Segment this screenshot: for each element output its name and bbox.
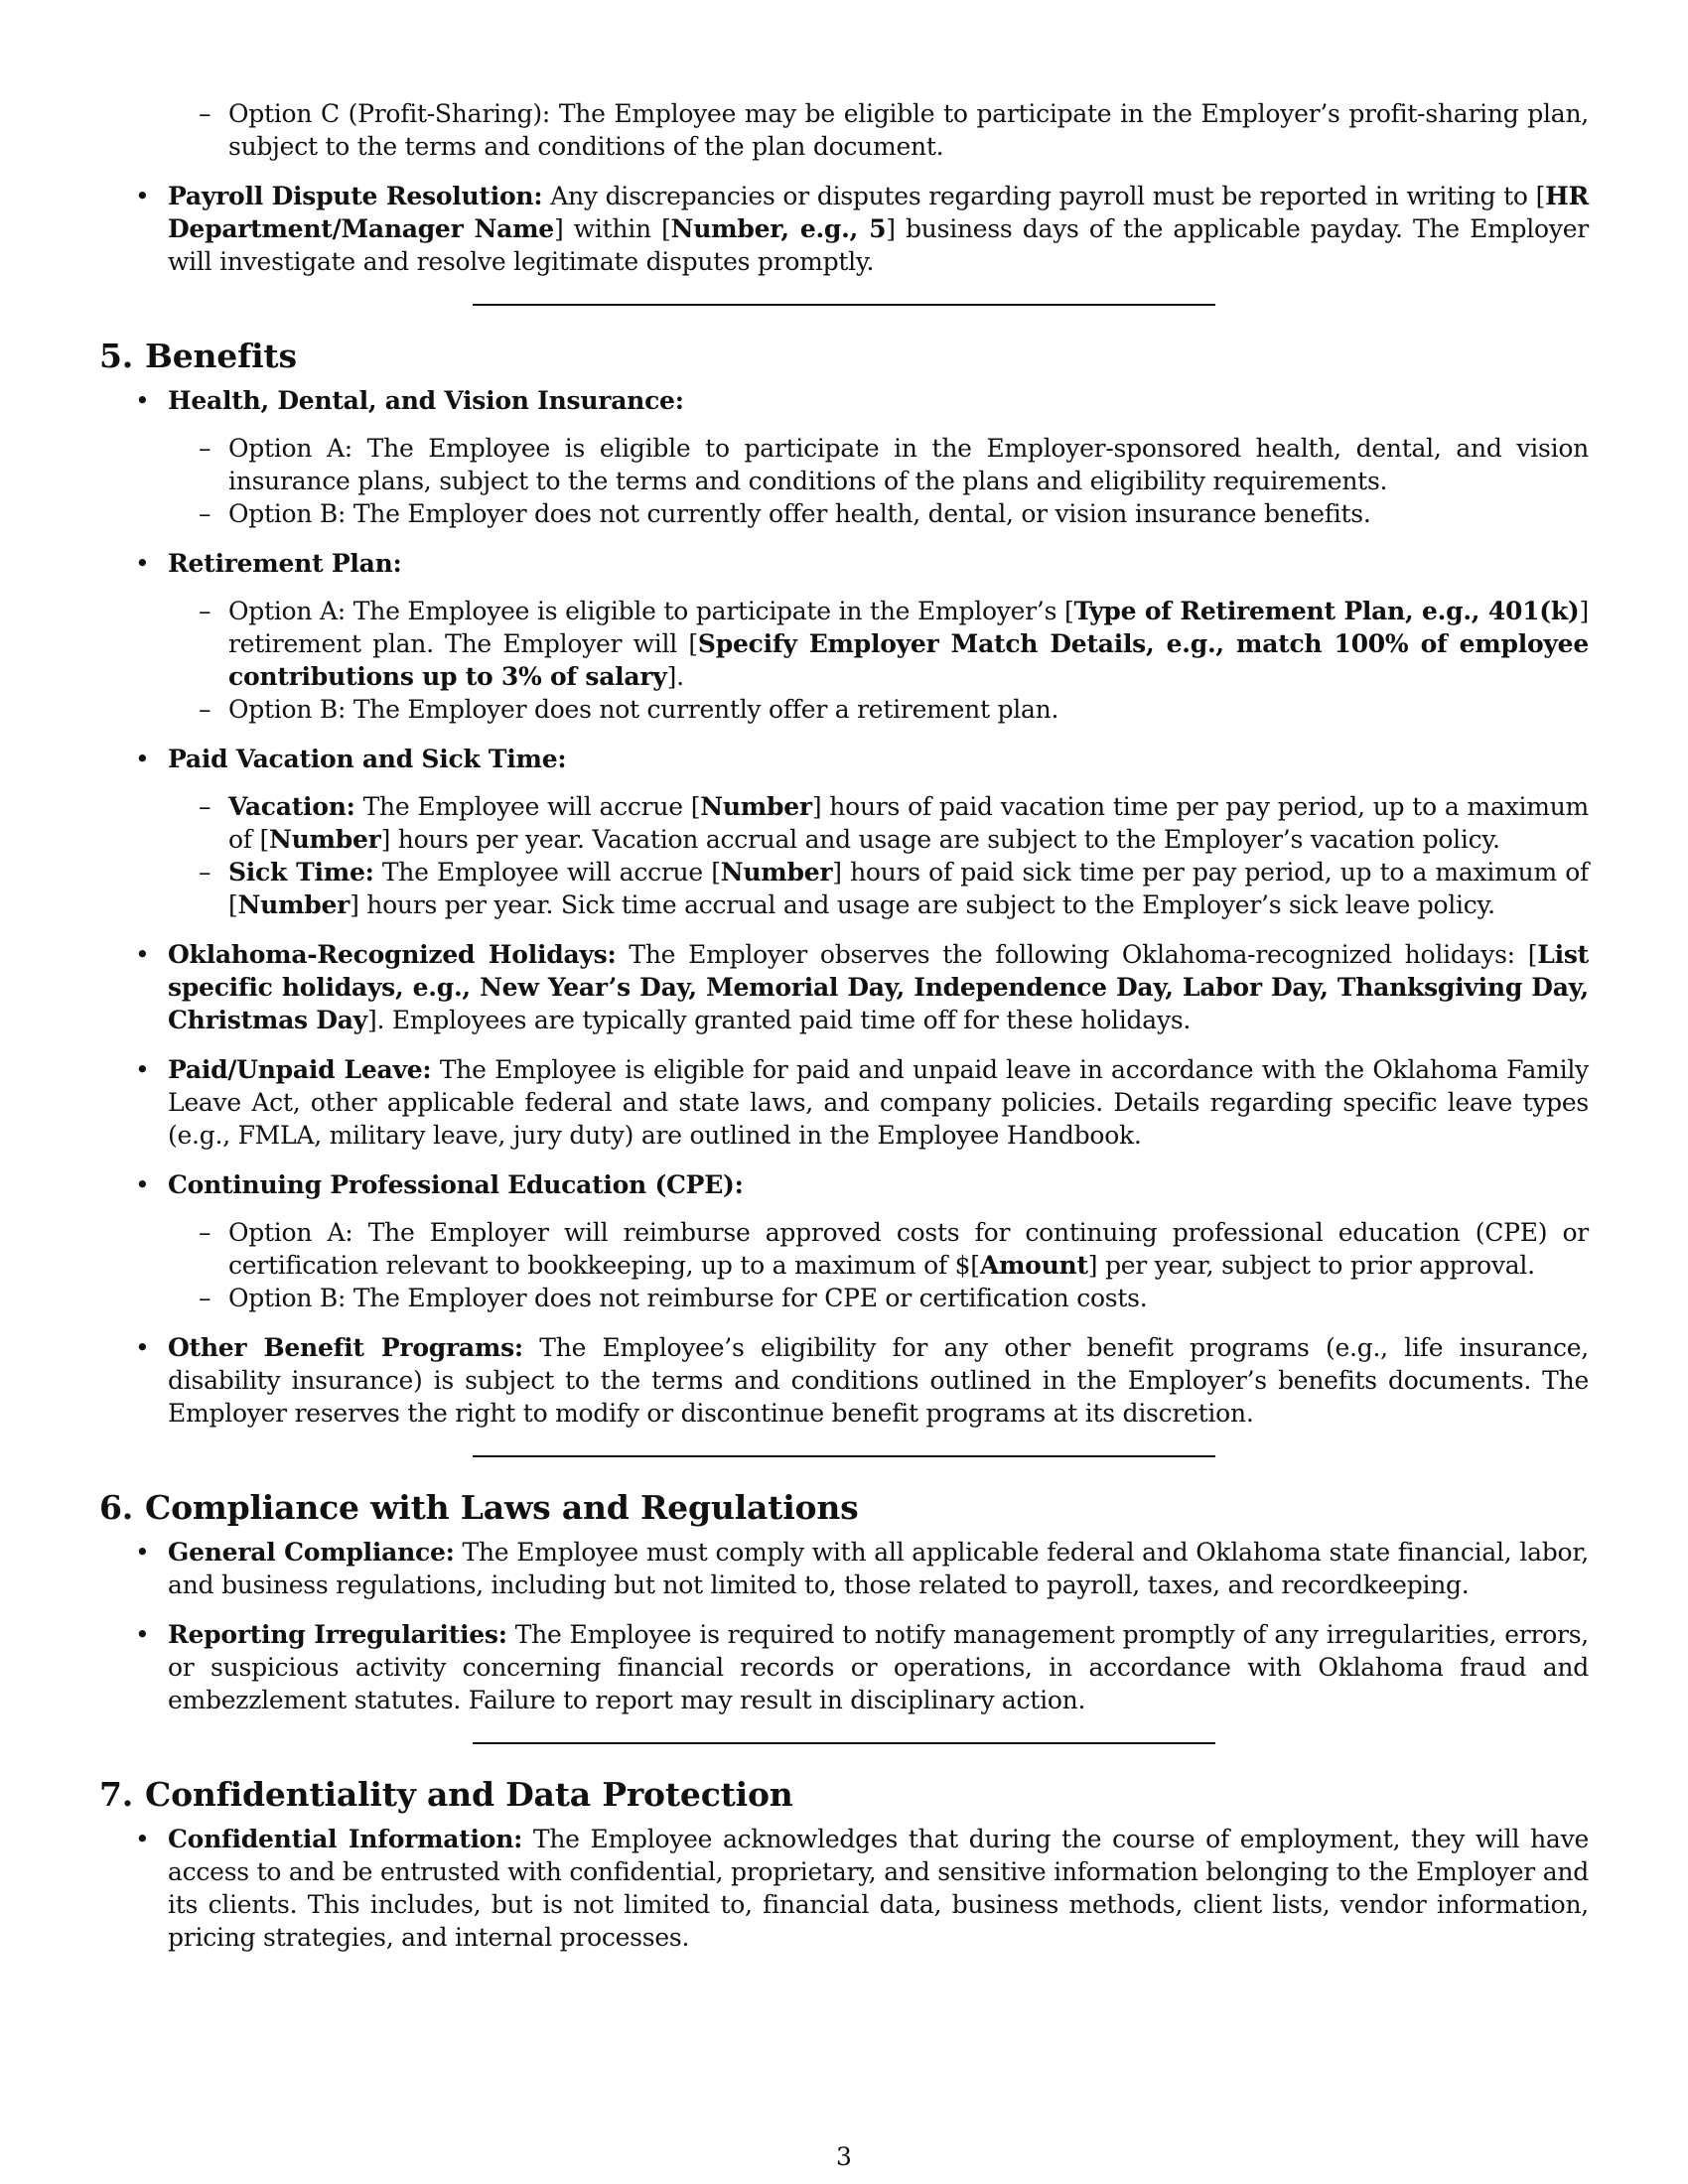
health-option-b: – Option B: The Employer does not currently offer health, dental, or vision insurance benefits.: [99, 497, 1589, 530]
paid-unpaid-leave-item: [99, 1053, 1589, 1152]
health-option-a: – Option A: The Employee is eligible to participate in the Employer-sponsored health, dental, and vision insurance plans, subject to the terms and conditions of the plans and eligibility requirements.: [99, 432, 1589, 497]
item-label: Health, Dental, and Vision Insurance:: [168, 386, 684, 415]
item-text: ]. Employees are typically granted paid time off for these holidays.: [366, 1006, 1192, 1034]
section-heading-confidentiality: [99, 1774, 1589, 1816]
section-heading-benefits: [99, 336, 1589, 377]
item-text: ].: [666, 662, 684, 691]
placeholder-text: Number: [720, 858, 833, 887]
section-heading-compliance: [99, 1487, 1589, 1529]
cpe-option-b: – Option B: The Employer does not reimburse for CPE or certification costs.: [99, 1282, 1589, 1314]
placeholder-text: Specify Employer Match Details, e.g., match 100% of employee contributions up to 3% of salary: [228, 629, 1589, 691]
section-title: Confidentiality and Data Protection: [145, 1775, 793, 1814]
item-text: ] within [: [553, 214, 671, 243]
item-text: ] per year, subject to prior approval.: [1087, 1251, 1535, 1280]
reporting-irregularities-item: [99, 1618, 1589, 1716]
item-label: Paid/Unpaid Leave:: [168, 1055, 432, 1084]
document-page: [99, 97, 1589, 1954]
placeholder-text: List specific holidays, e.g., New Year’s Day, Memorial Day, Independence Day, Labor Day, Thanksgiving Day, Christmas Day: [168, 940, 1589, 1034]
option-c-profit-sharing: – Option C (Profit-Sharing): The Employee may be eligible to participate in the Employer’s profit-sharing plan, subject to the terms and conditions of the plan document.: [99, 97, 1589, 163]
vacation-sick-item: [99, 743, 1589, 775]
section-title: Benefits: [145, 337, 297, 375]
placeholder-text: HR Department/Manager Name: [168, 182, 1589, 243]
section-number: 7.: [99, 1775, 134, 1814]
item-text: ] hours per year. Vacation accrual and usage are subject to the Employer’s vacation policy.: [380, 825, 1500, 854]
general-compliance-item: [99, 1536, 1589, 1601]
item-text: The Employee is required to notify management promptly of any irregularities, errors, or suspicious activity concerning financial records or operations, in accordance with Oklahoma fraud and embezzlement statutes. Failure to report may result in disciplinary action.: [168, 1620, 1589, 1714]
item-text: ] retirement plan. The Employer will [: [228, 597, 1590, 658]
retirement-option-a: [99, 595, 1589, 693]
placeholder-text: Amount: [979, 1251, 1088, 1280]
holidays-item: [99, 938, 1589, 1036]
item-text: ] business days of the applicable payday. The Employer will investigate and resolve legitimate disputes promptly.: [168, 214, 1589, 276]
item-text: ] hours of paid vacation time per pay period, up to a maximum of [: [228, 792, 1589, 854]
item-text: ] hours of paid sick time per pay period, up to a maximum of [: [228, 858, 1589, 919]
item-text: The Employer observes the following Oklahoma-recognized holidays: [: [616, 940, 1538, 969]
other-benefits-item: [99, 1331, 1589, 1430]
placeholder-text: Number: [269, 825, 381, 854]
placeholder-text: Number: [237, 890, 351, 919]
item-label: Reporting Irregularities:: [168, 1620, 507, 1649]
sick-time-subitem: [99, 856, 1589, 921]
cpe-item: [99, 1168, 1589, 1201]
placeholder-text: Number, e.g., 5: [670, 214, 887, 243]
placeholder-text: Number: [700, 792, 812, 821]
payroll-dispute-item: [99, 180, 1589, 278]
placeholder-text: Type of Retirement Plan, e.g., 401(k): [1073, 597, 1580, 625]
section-number: 6.: [99, 1488, 134, 1527]
vacation-subitem: [99, 790, 1589, 856]
item-text: Option A: The Employer will reimburse approved costs for continuing professional education (CPE) or certification relevant to bookkeeping, up to a maximum of $[: [228, 1218, 1589, 1280]
subitem-label: Vacation:: [228, 792, 355, 821]
item-text: ] hours per year. Sick time accrual and usage are subject to the Employer’s sick leave policy.: [350, 890, 1495, 919]
item-label: Retirement Plan:: [168, 549, 402, 578]
cpe-option-a: [99, 1216, 1589, 1282]
health-insurance-item: [99, 384, 1589, 417]
page-number: 3: [836, 2142, 852, 2171]
retirement-option-b: – Option B: The Employer does not currently offer a retirement plan.: [99, 693, 1589, 726]
retirement-plan-item: [99, 547, 1589, 580]
item-text: Any discrepancies or disputes regarding payroll must be reported in writing to [: [542, 182, 1546, 210]
item-label: Confidential Information:: [168, 1825, 523, 1853]
confidential-information-item: [99, 1823, 1589, 1954]
item-label: Paid Vacation and Sick Time:: [168, 745, 567, 773]
item-label: General Compliance:: [168, 1538, 455, 1567]
item-label: Other Benefit Programs:: [168, 1333, 523, 1362]
item-text: The Employee’s eligibility for any other benefit programs (e.g., life insurance, disability insurance) is subject to the terms and conditions outlined in the Employer’s benefits documents. The Employer reserves the right to modify or discontinue benefit programs at its discretion.: [168, 1333, 1589, 1428]
item-text: The Employee acknowledges that during the course of employment, they will have access to and be entrusted with confidential, proprietary, and sensitive information belonging to the Employer and its clients. This includes, but is not limited to, financial data, business methods, client lists, vendor information, pricing strategies, and internal processes.: [168, 1825, 1589, 1952]
item-text: Option A: The Employee is eligible to participate in the Employer’s [: [228, 597, 1074, 625]
item-text: The Employee must comply with all applicable federal and Oklahoma state financial, labor, and business regulations, including but not limited to, those related to payroll, taxes, and recordkeeping.: [168, 1538, 1589, 1599]
section-number: 5.: [99, 337, 134, 375]
section-title: Compliance with Laws and Regulations: [145, 1488, 859, 1527]
subitem-label: Sick Time:: [228, 858, 374, 887]
item-label: Payroll Dispute Resolution:: [168, 182, 543, 210]
item-text: The Employee is eligible for paid and unpaid leave in accordance with the Oklahoma Family Leave Act, other applicable federal and state laws, and company policies. Details regarding specific leave types (e.g., FMLA, military leave, jury duty) are outlined in the Employee Handbook.: [168, 1055, 1589, 1150]
item-label: Oklahoma-Recognized Holidays:: [168, 940, 617, 969]
item-text: The Employee will accrue [: [373, 858, 721, 887]
item-label: Continuing Professional Education (CPE):: [168, 1170, 744, 1199]
item-text: The Employee will accrue [: [354, 792, 701, 821]
